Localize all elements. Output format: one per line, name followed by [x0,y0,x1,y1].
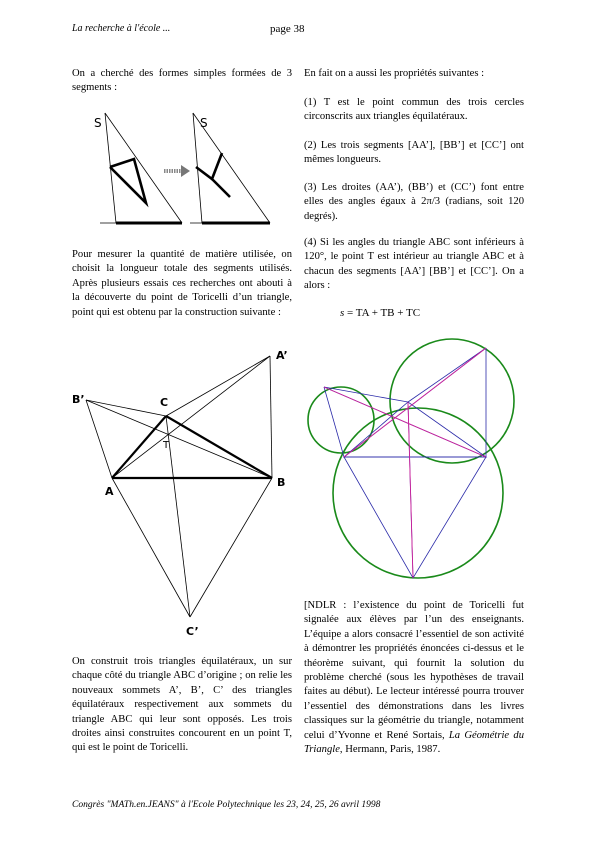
ndlr-text: [NDLR : l’existence du point de Toricelli fut signalée aux élèves par l’un des enseignants. L’équipe a alors consacré l’essentiel de son activité à démontrer les propriétés énoncées ci-dessus et le théorème suivant, qui fournit la solution du problème cherché (sous les hypothèses de travail faites au début). Le lecteur intéressé pourra trouver l’essentiel des démonstrations dans les livres classiques sur la géométrie du triangle, notamment celui d’Yvonne et René Sortais, [304,600,524,741]
fig3-blue-side-1 [324,387,344,457]
fig1-left-shape [110,159,146,203]
fig2-line-a-c2 [112,478,190,617]
fig2-line-c2-c [166,416,190,617]
measure-paragraph: Pour mesurer la quantité de matière utilisée, on choisit la longueur totale des segments utilisés. Après plusieurs essais ces recherches ont abouti à la découverte du point de Toricelli d’un triangle, point qui est obtenu par la construction suivante : [72,249,292,318]
fig3-blue-side-2 [324,387,408,402]
fig1-left-diagonal [105,113,182,223]
formula-sum [340,307,420,319]
fig3-triangle-abc [344,402,486,457]
fig2-label-b-prime: B’ [72,393,85,406]
fig2-line-b2-c [86,400,166,416]
fig3-circle-small [308,387,374,453]
fig1-right-leg [212,179,230,197]
fig3-magenta-1 [324,387,486,457]
fig2-label-c: C [160,396,169,409]
fig1-s-label-right: S [200,116,208,130]
fig2-line-a-b2 [86,400,112,478]
properties-intro: En fait on a aussi les propriétés suivantes : [304,68,485,79]
construction-paragraph: On construit trois triangles équilatéraux, un sur chaque côté du triangle ABC d’origine ; on relie les nouveaux sommets A’, B’, C’ des triangles équilatéraux respectivement aux sommets du triangle ABC qui leur sont opposés. Les trois droites ainsi construites concourent en un point T, qui est le point de Toricelli. [72,656,292,754]
ndlr-publisher: , Hermann, Paris, 1987. [339,744,441,756]
figure-circumscribed-circles [304,335,519,590]
property-2: (2) Les trois segments [AA’], [BB’] et [CC’] ont mêmes longueurs. [304,140,524,166]
ndlr-paragraph [304,599,524,757]
page-number: page 38 [270,23,305,35]
ndlr-book-title: La Géométrie du Triangle [304,729,525,756]
intro-paragraph: On a cherché des formes simples formées de 3 segments : [72,68,292,94]
fig2-line-b-a2 [270,356,272,478]
fig3-magenta-2 [344,348,486,457]
fig3-circles [308,339,514,578]
fig2-line-c-a2 [166,356,270,416]
fig1-right-shape [196,153,222,179]
page-footer: Congrès "MATh.en.JEANS" à l'Ecole Polytechnique les 23, 24, 25, 26 avril 1998 [72,800,381,810]
figure-three-segments [90,105,290,230]
fig2-label-a: A [105,485,114,498]
fig2-label-c-prime: C’ [186,625,199,638]
fig2-line-a2-a [112,356,270,478]
fig2-label-a-prime: A’ [276,349,288,362]
fig2-line-b2-b [86,400,272,478]
figure-toricelli-construction [72,345,297,638]
fig2-side-cb [166,416,272,478]
fig2-side-ac [112,416,166,478]
fig2-label-b: B [277,476,286,489]
fig1-s-label-left: S [94,116,102,130]
fig3-circle-upper [390,339,514,463]
fig3-circle-lower [333,408,503,578]
fig2-line-b-c2 [190,478,272,617]
property-1: (1) T est le point commun des trois cercles circonscrits aux triangles équilatéraux. [304,97,524,123]
formula-variable: s [340,307,345,319]
property-3: (3) Les droites (AA’), (BB’) et (CC’) font entre elles des angles égaux à 2π/3 (radians, soit 120 degrés). [304,182,524,222]
fig1-arrow-head [181,165,190,177]
fig3-magenta-3 [408,402,413,578]
fig3-blue-side-3 [408,348,486,402]
running-header: La recherche à l'école ... [72,23,171,34]
formula-expression: = TA + TB + TC [344,307,421,319]
property-4: (4) Si les angles du triangle ABC sont inférieurs à 120°, le point T est intérieur au triangle ABC et à chacun des segments [AA’] [BB’] et [CC’]. On a alors : [304,237,524,292]
fig2-label-t: T [163,440,170,451]
